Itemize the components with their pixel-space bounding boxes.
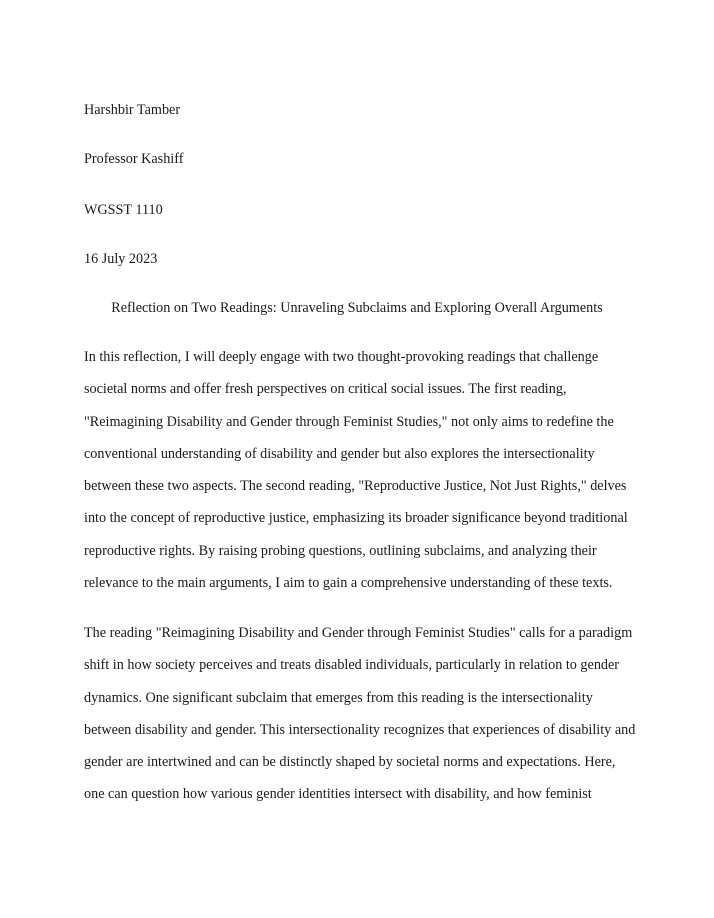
author-name: Harshbir Tamber xyxy=(84,102,181,118)
text-line: dynamics. One significant subclaim that emerges from this reading is the intersectionality xyxy=(84,689,593,706)
text-line: The reading "Reimagining Disability and Gender through Feminist Studies" calls for a paradigm xyxy=(84,625,633,641)
text-line: In this reflection, I will deeply engage with two thought-provoking readings that challenge xyxy=(84,349,599,365)
document-title: Reflection on Two Readings: Unraveling Subclaims and Exploring Overall Arguments xyxy=(111,300,603,316)
paragraph-1 xyxy=(84,348,644,606)
text-line: one can question how various gender identities intersect with disability, and how feminist xyxy=(84,786,592,803)
professor-name: Professor Kashiff xyxy=(84,151,184,167)
text-line: shift in how society perceives and treats disabled individuals, particularly in relation to gender xyxy=(84,657,620,674)
text-line: societal norms and offer fresh perspectives on critical social issues. The first reading, xyxy=(84,381,567,398)
paragraph-2 xyxy=(84,624,644,818)
course-code: WGSST 1110 xyxy=(84,202,163,218)
document-date: 16 July 2023 xyxy=(84,251,158,267)
text-line: conventional understanding of disability and gender but also explores the intersectionality xyxy=(84,445,595,462)
text-line: gender are intertwined and can be distinctly shaped by societal norms and expectations. Here, xyxy=(84,754,616,771)
text-line: reproductive rights. By raising probing questions, outlining subclaims, and analyzing their xyxy=(84,542,597,559)
text-line: "Reimagining Disability and Gender through Feminist Studies," not only aims to redefine the xyxy=(84,413,614,430)
text-line: into the concept of reproductive justice, emphasizing its broader significance beyond traditional xyxy=(84,510,628,527)
text-line: between these two aspects. The second reading, "Reproductive Justice, Not Just Rights," delves xyxy=(84,478,627,495)
text-line: relevance to the main arguments, I aim to gain a comprehensive understanding of these texts. xyxy=(84,575,613,592)
text-line: between disability and gender. This intersectionality recognizes that experiences of disability and xyxy=(84,721,636,738)
